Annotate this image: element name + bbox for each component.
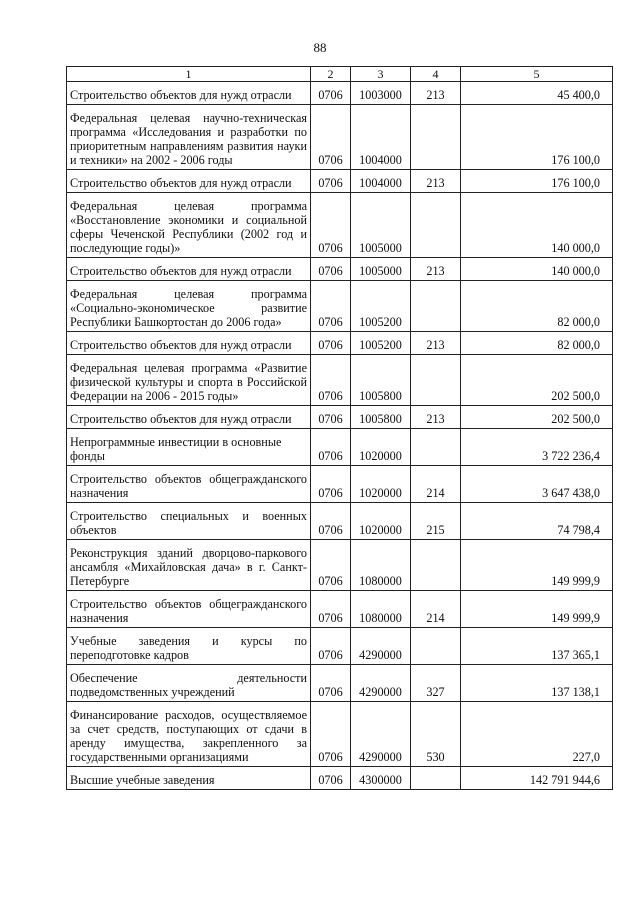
row-section-code: 0706 bbox=[311, 540, 351, 591]
row-amount: 74 798,4 bbox=[461, 503, 613, 540]
row-expense-code: 214 bbox=[411, 466, 461, 503]
row-name: Высшие учебные заведения bbox=[67, 767, 311, 790]
table-row bbox=[67, 193, 613, 258]
row-amount: 140 000,0 bbox=[461, 258, 613, 281]
row-expense-code: 530 bbox=[411, 702, 461, 767]
row-section-code: 0706 bbox=[311, 258, 351, 281]
row-amount: 176 100,0 bbox=[461, 170, 613, 193]
column-header-4: 4 bbox=[411, 67, 461, 82]
row-section-code: 0706 bbox=[311, 406, 351, 429]
row-name: Федеральная целевая программа «Социально-экономическое развитие Республики Башкортостан до 2006 года» bbox=[67, 281, 311, 332]
table-row bbox=[67, 702, 613, 767]
column-header-1: 1 bbox=[67, 67, 311, 82]
row-expense-code bbox=[411, 429, 461, 466]
row-expense-code bbox=[411, 281, 461, 332]
table-row bbox=[67, 281, 613, 332]
row-expense-code bbox=[411, 767, 461, 790]
row-section-code: 0706 bbox=[311, 767, 351, 790]
row-section-code: 0706 bbox=[311, 82, 351, 105]
row-name: Федеральная целевая программа «Восстановление экономики и социальной сферы Чеченской Республики (2002 год и последующие годы)» bbox=[67, 193, 311, 258]
row-target-code: 4300000 bbox=[351, 767, 411, 790]
row-section-code: 0706 bbox=[311, 466, 351, 503]
row-amount: 176 100,0 bbox=[461, 105, 613, 170]
table-row bbox=[67, 503, 613, 540]
row-name: Непрограммные инвестиции в основные фонды bbox=[67, 429, 311, 466]
table-row bbox=[67, 767, 613, 790]
row-amount: 82 000,0 bbox=[461, 281, 613, 332]
row-section-code: 0706 bbox=[311, 105, 351, 170]
row-section-code: 0706 bbox=[311, 332, 351, 355]
row-section-code: 0706 bbox=[311, 193, 351, 258]
row-expense-code bbox=[411, 628, 461, 665]
row-section-code: 0706 bbox=[311, 170, 351, 193]
row-name: Обеспечение деятельности подведомственных учреждений bbox=[67, 665, 311, 702]
column-header-2: 2 bbox=[311, 67, 351, 82]
row-section-code: 0706 bbox=[311, 665, 351, 702]
row-name: Строительство объектов для нужд отрасли bbox=[67, 82, 311, 105]
table-row bbox=[67, 429, 613, 466]
row-expense-code bbox=[411, 540, 461, 591]
row-name: Строительство объектов общегражданского назначения bbox=[67, 591, 311, 628]
row-target-code: 1005200 bbox=[351, 281, 411, 332]
row-amount: 140 000,0 bbox=[461, 193, 613, 258]
row-name: Строительство специальных и военных объектов bbox=[67, 503, 311, 540]
row-expense-code bbox=[411, 193, 461, 258]
row-target-code: 4290000 bbox=[351, 702, 411, 767]
row-target-code: 1005200 bbox=[351, 332, 411, 355]
row-expense-code: 215 bbox=[411, 503, 461, 540]
row-name: Строительство объектов для нужд отрасли bbox=[67, 258, 311, 281]
table-row bbox=[67, 258, 613, 281]
table-row bbox=[67, 540, 613, 591]
table-body bbox=[67, 82, 613, 790]
table-row bbox=[67, 628, 613, 665]
row-amount: 202 500,0 bbox=[461, 406, 613, 429]
column-header-3: 3 bbox=[351, 67, 411, 82]
row-amount: 137 365,1 bbox=[461, 628, 613, 665]
row-expense-code: 213 bbox=[411, 170, 461, 193]
row-target-code: 1005000 bbox=[351, 258, 411, 281]
row-target-code: 1020000 bbox=[351, 429, 411, 466]
budget-table bbox=[66, 66, 613, 790]
row-target-code: 1005800 bbox=[351, 406, 411, 429]
row-section-code: 0706 bbox=[311, 628, 351, 665]
row-target-code: 1020000 bbox=[351, 466, 411, 503]
row-target-code: 1004000 bbox=[351, 170, 411, 193]
row-amount: 149 999,9 bbox=[461, 591, 613, 628]
row-expense-code: 327 bbox=[411, 665, 461, 702]
table-row bbox=[67, 82, 613, 105]
row-section-code: 0706 bbox=[311, 591, 351, 628]
row-target-code: 1003000 bbox=[351, 82, 411, 105]
row-name: Реконструкция зданий дворцово-паркового ансамбля «Михайловская дача» в г. Санкт-Петербурге bbox=[67, 540, 311, 591]
row-name: Строительство объектов общегражданского назначения bbox=[67, 466, 311, 503]
row-amount: 82 000,0 bbox=[461, 332, 613, 355]
row-target-code: 1020000 bbox=[351, 503, 411, 540]
row-amount: 45 400,0 bbox=[461, 82, 613, 105]
row-expense-code bbox=[411, 105, 461, 170]
row-amount: 137 138,1 bbox=[461, 665, 613, 702]
row-expense-code: 213 bbox=[411, 258, 461, 281]
row-target-code: 4290000 bbox=[351, 628, 411, 665]
row-amount: 3 722 236,4 bbox=[461, 429, 613, 466]
row-target-code: 1005000 bbox=[351, 193, 411, 258]
table-row bbox=[67, 170, 613, 193]
row-target-code: 1080000 bbox=[351, 540, 411, 591]
row-name: Федеральная целевая научно-техническая программа «Исследования и разработки по приоритетным направлениям развития науки и техники» на 2002 - 2006 годы bbox=[67, 105, 311, 170]
table-row bbox=[67, 591, 613, 628]
row-amount: 227,0 bbox=[461, 702, 613, 767]
table-row bbox=[67, 665, 613, 702]
row-target-code: 1080000 bbox=[351, 591, 411, 628]
row-expense-code: 214 bbox=[411, 591, 461, 628]
row-name: Финансирование расходов, осуществляемое за счет средств, поступающих от сдачи в аренду имущества, закрепленного за государственными организациями bbox=[67, 702, 311, 767]
row-section-code: 0706 bbox=[311, 503, 351, 540]
table-row bbox=[67, 105, 613, 170]
row-amount: 3 647 438,0 bbox=[461, 466, 613, 503]
row-amount: 202 500,0 bbox=[461, 355, 613, 406]
row-section-code: 0706 bbox=[311, 702, 351, 767]
table-row bbox=[67, 466, 613, 503]
row-expense-code bbox=[411, 355, 461, 406]
row-name: Учебные заведения и курсы по переподготовке кадров bbox=[67, 628, 311, 665]
row-name: Строительство объектов для нужд отрасли bbox=[67, 332, 311, 355]
row-amount: 149 999,9 bbox=[461, 540, 613, 591]
table-header-row bbox=[67, 67, 613, 82]
row-expense-code: 213 bbox=[411, 82, 461, 105]
row-target-code: 1005800 bbox=[351, 355, 411, 406]
row-section-code: 0706 bbox=[311, 281, 351, 332]
row-section-code: 0706 bbox=[311, 429, 351, 466]
row-section-code: 0706 bbox=[311, 355, 351, 406]
row-amount: 142 791 944,6 bbox=[461, 767, 613, 790]
row-target-code: 1004000 bbox=[351, 105, 411, 170]
row-name: Федеральная целевая программа «Развитие физической культуры и спорта в Российской Федерации на 2006 - 2015 годы» bbox=[67, 355, 311, 406]
table-row bbox=[67, 406, 613, 429]
row-target-code: 4290000 bbox=[351, 665, 411, 702]
table-row bbox=[67, 332, 613, 355]
table-row bbox=[67, 355, 613, 406]
row-expense-code: 213 bbox=[411, 406, 461, 429]
row-name: Строительство объектов для нужд отрасли bbox=[67, 406, 311, 429]
row-expense-code: 213 bbox=[411, 332, 461, 355]
page-number: 88 bbox=[313, 40, 327, 55]
row-name: Строительство объектов для нужд отрасли bbox=[67, 170, 311, 193]
column-header-5: 5 bbox=[461, 67, 613, 82]
